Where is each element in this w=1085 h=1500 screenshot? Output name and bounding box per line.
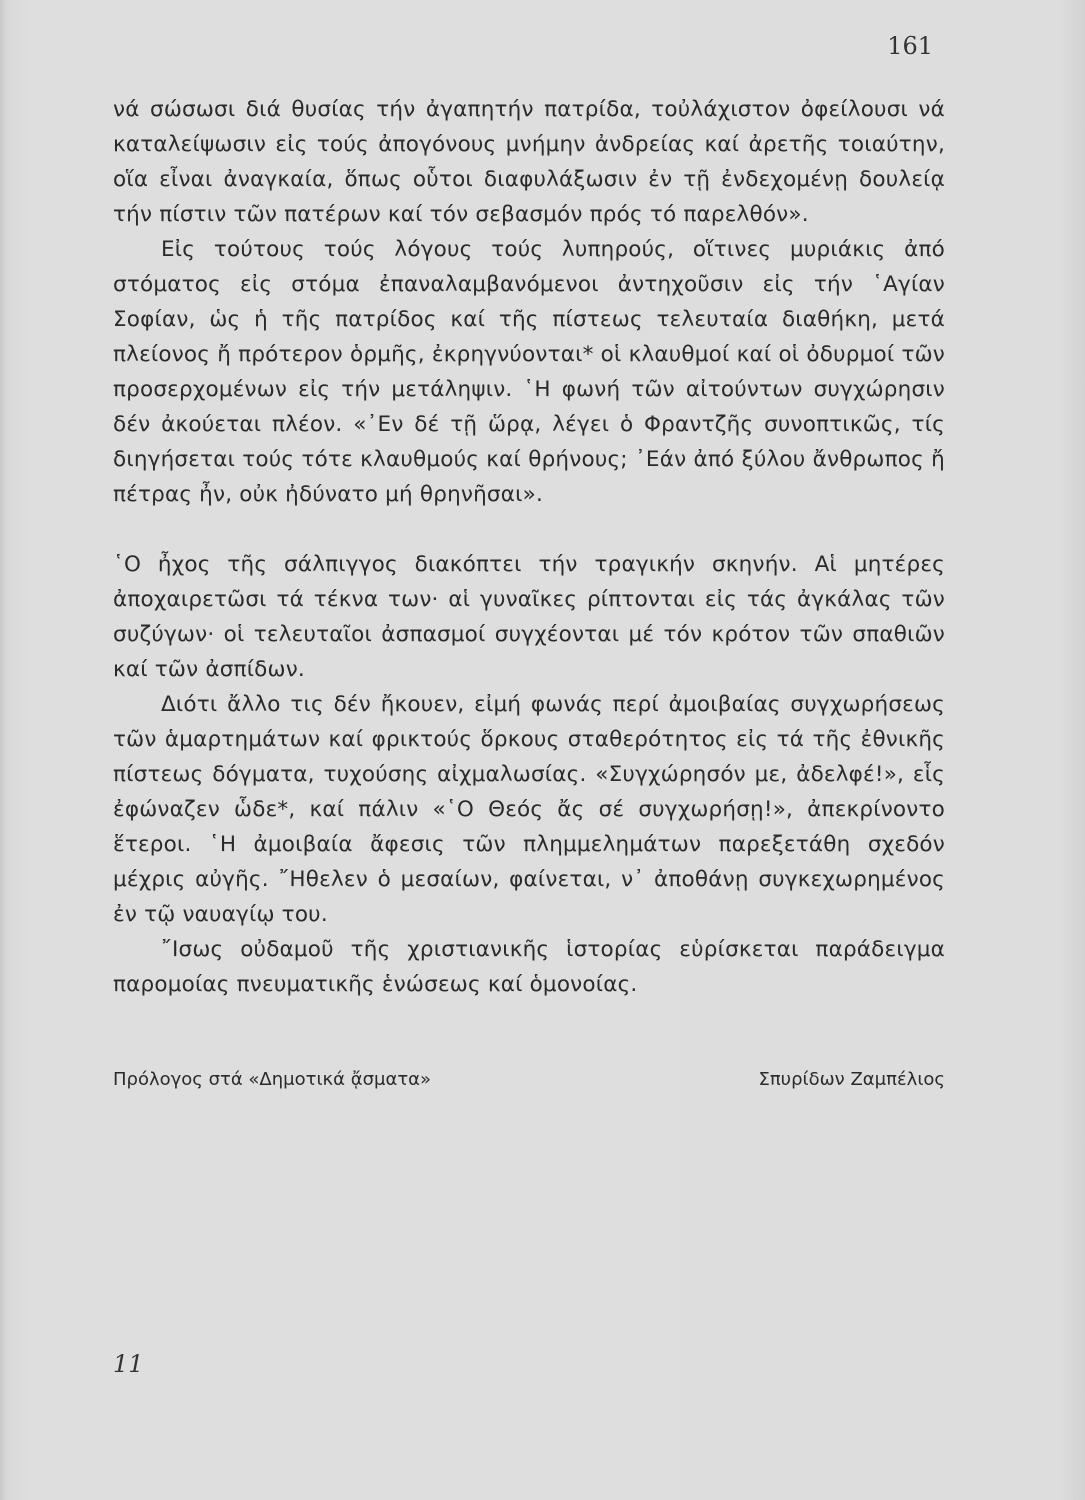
credits: [113, 1069, 945, 1099]
credit-author: Σπυρίδων Ζαμπέλιος: [758, 1069, 945, 1090]
printer-signature-mark: 11: [113, 1350, 144, 1378]
paragraph-1: νά σώσωσι διά θυσίας τήν ἀγαπητήν πατρίδα, τοὐλάχιστον ὀφείλουσι νά καταλείψωσιν εἰς τούς ἀπογόνους μνήμην ἀνδρείας καί ἀρετῆς τοιαύτην, οἵα εἶναι ἀναγκαία, ὅπως οὗτοι διαφυλάξωσιν ἐν τῇ ἐνδεχομένῃ δουλείᾳ τήν πίστιν τῶν πατέρων καί τόν σεβασμόν πρός τό παρελθόν».: [113, 97, 945, 227]
page-number: 161: [887, 32, 933, 60]
paragraph-2: Εἰς τούτους τούς λόγους τούς λυπηρούς, οἵτινες μυριάκις ἀπό στόματος εἰς στόμα ἐπαναλαμβανόμενοι ἀντηχοῦσιν εἰς τήν ῾Αγίαν Σοφίαν, ὡς ἡ τῆς πατρίδος καί τῆς πίστεως τελευταία διαθήκη, μετά πλείονος ἤ πρότερον ὁρμῆς, ἐκρηγνύονται* οἱ κλαυθμοί καί οἱ ὀδυρμοί τῶν προσερχομένων εἰς τήν μετάληψιν. ῾Η φωνή τῶν αἰτούντων συγχώρησιν δέν ἀκούεται πλέον. «᾿Εν δέ τῇ ὥρᾳ, λέγει ὁ Φραντζῆς συνοπτικῶς, τίς διηγήσεται τούς τότε κλαυθμούς καί θρήνους; ᾿Εάν ἀπό ξύλου ἄνθρωπος ἤ πέτρας ἦν, οὐκ ἠδύνατο μή θρηνῆσαι».: [113, 237, 945, 507]
paragraph-5: ῎Ισως οὐδαμοῦ τῆς χριστιανικῆς ἱστορίας εὑρίσκεται παράδειγμα παρομοίας πνευματικῆς ἑνώσεως καί ὁμονοίας.: [113, 937, 945, 997]
credit-source: Πρόλογος στά «Δημοτικά ᾄσματα»: [113, 1069, 432, 1090]
paragraph-3: ῾Ο ἦχος τῆς σάλπιγγος διακόπτει τήν τραγικήν σκηνήν. Αἱ μητέρες ἀποχαιρετῶσι τά τέκνα των· αἱ γυναῖκες ρίπτονται εἰς τάς ἀγκάλας τῶν συζύγων· οἱ τελευταῖοι ἀσπασμοί συγχέονται μέ τόν κρότον τῶν σπαθιῶν καί τῶν ἀσπίδων.: [113, 552, 945, 682]
paragraph-4: Διότι ἄλλο τις δέν ἤκουεν, εἰμή φωνάς περί ἀμοιβαίας συγχωρήσεως τῶν ἁμαρτημάτων καί φρικτούς ὅρκους σταθερότητος εἰς τά τῆς ἐθνικῆς πίστεως δόγματα, τυχούσης αἰχμαλωσίας. «Συγχώρησόν με, ἀδελφέ!», εἷς ἐφώναζεν ὧδε*, καί πάλιν «῾Ο Θεός ἄς σέ συγχωρήσῃ!», ἀπεκρίνοντο ἕτεροι. ῾Η ἀμοιβαία ἄφεσις τῶν πλημμελημάτων παρεξετάθη σχεδόν μέχρις αὐγῆς. ῎Ηθελεν ὁ μεσαίων, φαίνεται, ν᾿ ἀποθάνῃ συγκεχωρημένος ἐν τῷ ναυαγίῳ του.: [113, 692, 945, 927]
body-text: [113, 92, 945, 1002]
